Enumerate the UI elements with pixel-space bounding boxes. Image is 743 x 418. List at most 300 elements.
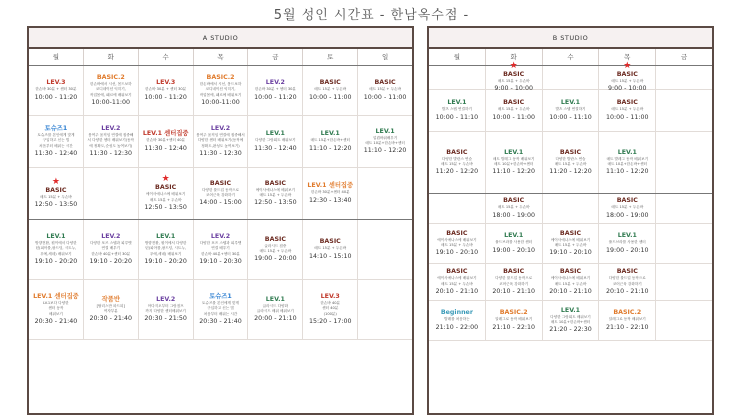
class-level-label: BASIC [319,238,341,246]
class-cell[interactable] [84,220,139,279]
class-cell[interactable] [599,90,656,131]
class-description: 코어근육 강화하기 [612,281,642,286]
class-cell[interactable] [543,301,600,340]
class-cell[interactable] [29,168,84,219]
class-cell[interactable] [599,224,656,263]
class-time: 21:10 - 22:10 [492,323,535,331]
class-cell[interactable] [139,116,194,167]
class-level-label: BASIC [616,70,638,78]
class-time: 12:30 - 13:40 [308,196,352,204]
class-description: 매트 15분 + 두손바 [554,162,587,166]
class-description: 센터 40분 [322,306,339,311]
class-cell[interactable] [486,90,543,131]
class-description: 방향전환, 원이에서 다양한 [144,241,187,246]
a-schedule-row [29,168,412,220]
class-level-label: BASIC [503,197,525,205]
a-day-6: 일 [381,53,389,61]
star-icon: ★ [623,60,632,71]
class-description: 에이사애나스에 배워보기 [437,237,477,242]
class-level-label: LEV.1 [560,99,581,107]
empty-cell [358,280,412,339]
class-time: 10:00 - 11:20 [144,93,187,101]
class-time: 10:00 - 11:20 [34,93,78,101]
class-time: 10:00 - 11:10 [549,113,592,121]
empty-cell [656,301,712,340]
class-level-label: LEV.3 [156,79,176,87]
class-level-label: BASIC [503,268,525,276]
class-description: 연결 배우기 [211,246,230,251]
b-day-header-row [429,49,712,66]
class-cell[interactable] [429,90,486,131]
class-cell[interactable] [248,168,303,219]
class-level-label: LEV.1 센터집중 [307,182,354,190]
class-level-label: BASIC.2 [206,74,235,82]
class-cell[interactable] [29,220,84,279]
class-level-label: BASIC [559,148,582,156]
class-time: 12:50 - 13:50 [254,199,297,207]
class-description: 다양한 포즈 스텝과 피루엣 [199,241,242,246]
class-time: 20:10 - 21:10 [549,287,592,295]
b-studio-header: B STUDIO [429,28,712,49]
b-schedule-row [429,224,712,264]
class-time: 20:10 - 21:10 [606,287,649,295]
class-level-label: LEV.1 센터집중 [142,130,189,138]
class-description: 한손바 30분 + 센터 30분 [145,87,187,92]
class-description: 알레그로 동작 배워보기 [608,317,646,322]
class-time: 20:10 - 21:10 [435,287,479,295]
class-cell[interactable] [139,280,194,339]
class-cell[interactable] [429,132,486,193]
class-cell[interactable] [599,194,656,223]
class-description: 글라시드 다양화 [262,303,289,308]
class-description: 매트 15분 + 두손바 [497,78,530,83]
class-time: 20:30 - 21:40 [199,317,242,325]
class-time: 9:00 - 10:00 [494,85,533,93]
class-cell[interactable] [84,116,139,167]
class-description: 턴(피아를,팡드딩, 시트누, [35,246,77,251]
a-schedule-row [29,220,412,280]
class-description: 매트 10분+한손바+센터 [550,320,591,324]
class-level-label: LEV.3 [320,293,340,301]
class-cell[interactable] [543,132,600,193]
class-description: [탈리스만 파드되] [96,303,125,308]
empty-cell [656,224,712,263]
class-level-label: BASIC [616,197,638,205]
class-cell[interactable] [599,132,656,193]
class-cell[interactable] [194,168,249,219]
class-description: 한손바 30분+센터 40분 [310,190,350,195]
class-time: 18:00 - 19:00 [492,211,535,219]
class-description: 구입하고 신는 법 [207,306,234,311]
star-icon: ★ [509,60,518,71]
class-level-label: BASIC [446,268,468,276]
class-time: 12:50 - 13:50 [144,203,187,211]
b-day-3: 목 [599,49,656,65]
class-cell[interactable] [248,116,303,167]
class-level-label: BASIC [319,79,341,87]
class-cell[interactable] [139,220,194,279]
class-cell[interactable] [303,220,358,279]
class-cell[interactable] [543,264,600,300]
class-level-label: 작품반 [101,295,120,303]
a-studio-panel [27,26,414,415]
class-cell[interactable] [486,301,543,340]
class-description: 한손바 30분 + 센터 30분 [35,87,77,92]
class-description: 토슈즈를 본인에게 맞게 [202,301,239,306]
class-level-label: 토슈즈1 [209,293,232,301]
class-cell[interactable] [248,280,303,339]
class-description: 매트 15분 + 두손바 [314,246,347,251]
class-level-label: LEV.1 [504,148,524,156]
class-level-label: BASIC [264,235,286,243]
class-level-label: BASIC.2 [499,309,528,317]
class-level-label: LEV.2 [156,295,176,303]
b-studio-panel [427,26,714,415]
empty-cell [429,66,486,89]
class-description: 매트 15분 + 두손바 [440,162,473,166]
class-level-label: LEV.1 [265,295,285,303]
empty-cell [358,168,412,219]
class-cell[interactable] [194,220,249,279]
class-description: 에이사애나스에 배워보기 [437,276,477,281]
class-cell[interactable] [429,224,486,263]
class-level-label: LEV.1 [560,306,581,314]
class-time: 20:10 - 21:10 [492,287,535,295]
class-time: 11:20 - 12:20 [435,168,479,176]
class-description: 매트 15분 + 두손바 [497,107,530,112]
class-cell[interactable] [194,116,249,167]
class-description: 풀드브라를 사용한 센터 [608,240,646,245]
class-time: 10:00 - 11:20 [254,93,297,101]
class-level-label: LEV.2 [101,233,121,241]
class-description: 한손바 30분+센터 40분 [146,138,186,143]
class-cell[interactable] [248,66,303,115]
class-description: 매트 15분 + 두손바 [611,107,644,112]
a-schedule-row [29,66,412,116]
class-description: 매트 15분 + 두손바 [611,78,644,83]
class-level-label: BASIC [45,186,67,194]
class-description: 한손바 40분+센터 30분 [201,251,240,256]
class-cell[interactable] [486,264,543,300]
class-cell[interactable] [429,301,486,340]
class-level-label: LEV.1 [617,148,637,156]
class-description: 다양한 룰드업 동작으로 [202,187,239,192]
class-description: 알레그로 동작 배워보기 [495,317,533,322]
class-description: 매트 10분+한손바+센터 [607,162,648,166]
class-time: 11:30 - 12:30 [199,149,242,157]
class-time: 19:00 - 20:10 [606,246,649,254]
class-level-label: LEV.1 [156,233,176,241]
class-time: 10:00 - 11:10 [435,113,479,121]
class-time: 20:00 - 21:10 [254,315,297,323]
a-schedule-grid [29,66,412,340]
a-day-2: 수 [139,49,194,65]
class-description: 다양한 발란스 연습 [555,156,586,161]
class-description: 한손바에서 시선, 몸드보하 [89,82,132,87]
class-time: 10:00 - 11:00 [606,113,649,121]
a-day-0: 월 [29,49,84,65]
class-level-label: LEV.1 [617,232,637,240]
class-description: 매트 15분 + 두손바 [554,281,587,286]
empty-cell [84,168,139,219]
class-description: 센터 동작 [48,306,64,311]
class-cell[interactable] [29,116,84,167]
class-cell[interactable] [599,264,656,300]
class-description: 매트 15분 + 두손바 [440,243,473,247]
class-level-label: BASIC [155,184,177,192]
class-description: 코디네이션 익히기, [95,87,126,92]
class-description: 방향전환, 원이에서 다양한 [35,241,77,246]
class-description: 매트 15분 + 두손바 [369,87,401,92]
class-description: 에 정확도,순성도 높여보기) [89,143,133,148]
a-schedule-row [29,116,412,168]
empty-cell [358,220,412,279]
empty-cell [656,264,712,300]
class-level-label: LEV.2 [210,125,231,133]
class-description: 여자부분 [103,309,118,313]
class-time: 19:10 - 20:20 [144,257,187,265]
class-level-label: LEV.1 [265,130,285,138]
class-time: 14:00 - 15:00 [199,199,242,207]
class-level-label: 토슈즈1 [44,125,68,133]
class-time: 10:00-11:00 [91,98,131,106]
class-time: 21:10 - 22:00 [435,323,479,331]
class-cell[interactable] [139,168,194,219]
class-description: 다양한 그랑회트 배워보기 [550,314,591,319]
class-time: 10:00 - 11:00 [492,113,535,121]
class-description: 코어근육 강화하기 [206,193,235,197]
class-description: 매트 15분 + 두손바 [259,193,292,197]
class-cell[interactable] [486,60,543,93]
class-time: 14:10 - 15:10 [308,252,352,260]
class-description: 배워보기 [48,311,63,316]
b-schedule-row [429,132,712,194]
class-description: 매트 15분 + 두손바 [149,197,182,202]
class-description: 풀드브라를 사용한 센터 [495,240,533,245]
class-level-label: LEV.3 [46,79,66,87]
class-description: 매트 15분 + 두손바 [40,194,72,199]
class-description: 한손바 40분 [320,301,341,306]
class-description: LV.1보다 다양한 [43,301,69,306]
class-cell[interactable] [303,66,358,115]
empty-cell [656,90,712,131]
class-description: 처음부터 배워는 시간 [203,311,238,316]
class-time: 19:10 - 20:30 [199,257,242,265]
class-description: 에이사애나스에 배워보기 [145,192,186,197]
class-time: 11:10 - 12:20 [308,144,352,152]
class-cell[interactable] [543,224,600,263]
class-cell[interactable] [29,66,84,115]
class-time: 11:10 - 12:20 [492,168,535,176]
class-time: 20:30 - 21:40 [34,317,78,325]
class-level-label: BASIC [446,229,468,237]
class-description: 한손바 40분+센터 30분 [91,251,131,256]
empty-cell [656,132,712,193]
class-description: 매트 15분 + 두손바 [314,87,347,92]
class-description: 에이사애나스에 배워보기 [255,187,296,192]
class-description: 아다지오부터 그랑점프 [147,303,184,308]
a-day-5: 토 [303,49,358,65]
b-day-4: 금 [680,53,688,61]
class-level-label: BASIC.2 [613,309,642,317]
class-level-label: LEV.1 [320,130,340,138]
class-description: 매트 발레그 동작 배워보기 [606,156,649,161]
class-cell[interactable] [358,116,412,167]
class-time: 10:00 - 11:00 [308,93,352,101]
class-description: 매트 10분+한손바+센터 [365,141,405,145]
a-day-header-row [29,49,412,66]
class-level-label: BASIC [503,70,525,78]
class-time: 11:30 - 12:30 [89,149,133,157]
class-cell[interactable] [29,280,84,339]
class-description: 다양한 포즈 스텝과 피루엣 [89,241,132,246]
empty-cell [656,66,712,89]
class-description: 다양한 룰드업 동작으로 [608,276,646,281]
empty-cell [543,194,600,223]
class-time: 10:00-11:00 [201,98,240,106]
class-description: 푸에,세네) 배워보기 [40,251,72,256]
a-schedule-row [29,280,412,340]
class-cell[interactable] [358,66,412,115]
page-title: 5월 성인 시간표 - 한남옥수점 - [273,8,470,23]
class-time: 19:00 - 20:00 [254,255,297,263]
class-time: 19:10 - 20:20 [89,257,133,265]
class-level-label: LEV.1 [504,232,524,240]
class-time: 11:10 - 12:20 [363,147,407,155]
class-description: 매트 15분 + 두손바 [259,249,292,253]
class-description: 매트 15분 + 두손바 [554,243,587,247]
class-time: 11:30 - 12:40 [254,144,297,152]
class-cell[interactable] [599,60,656,93]
class-level-label: BASIC [559,268,582,276]
class-cell[interactable] [486,132,543,193]
b-schedule-row [429,90,712,132]
b-day-1: 화 [486,49,543,65]
star-icon: ★ [51,176,60,187]
empty-cell [656,194,712,223]
class-time: 11:20 - 12:20 [549,168,592,176]
class-time: 20:30 - 21:40 [89,315,133,323]
class-description: 에이사애나스에 배워보기 [550,276,591,281]
class-description: 매트 발레그 동작 배워보기 [492,156,535,161]
class-level-label: BASIC [209,179,232,187]
class-description: 다양한 센터 배워보기(동작에 [197,138,244,143]
class-time: 19:10 - 20:10 [435,249,479,257]
class-description: 몸여주 움직임 연결에 집중해 [88,133,134,138]
a-day-1: 화 [84,49,139,65]
class-time: 18:00 - 19:00 [606,211,649,219]
class-time: 19:00 - 20:10 [492,246,535,254]
class-description: 매트 15분 + 두손바 [440,281,473,286]
class-cell[interactable] [543,90,600,131]
class-time: 10:00 - 11:00 [363,93,407,101]
class-time: 11:30 - 12:40 [144,144,187,152]
class-description: 매트 15분+한손바+센터 [310,138,350,143]
class-cell[interactable] [303,168,358,219]
class-description: 한손바 30분 + 센터 30분 [254,87,296,92]
class-description: 턴(피아를,팡드딩, 시트누, [145,246,186,251]
class-cell[interactable] [486,224,543,263]
class-description: 작업몸에, 패르에 배워보기 [89,92,132,97]
class-time: 11:10 - 12:20 [606,168,649,176]
class-time: 19:10 - 20:20 [34,257,78,265]
empty-cell [543,66,600,89]
class-level-label: BASIC [374,79,396,87]
class-time: 19:10 - 20:10 [549,249,592,257]
class-description: 코디네이션 익히기, [205,87,236,92]
class-cell[interactable] [599,301,656,340]
class-description: 글라시드 집중 [264,243,287,248]
class-level-label: LEV.1 [447,99,467,107]
class-time: 9:00 - 10:00 [608,85,647,93]
class-description: 매트 15분 + 두손바 [611,205,644,210]
class-level-label: LEV.2 [210,233,231,241]
class-description: 코어근육 강화하기 [499,281,529,286]
class-description: 에이사애나스에 배워보기 [550,237,591,242]
class-cell[interactable] [139,66,194,115]
b-schedule-grid [429,60,712,341]
class-description: 구입하고 신는 법 [42,138,70,143]
class-level-label: LEV.2 [101,125,121,133]
star-icon: ★ [161,174,170,185]
class-description: 까지 다양한 센터배워보기 [145,309,186,313]
class-time: 12:50 - 13:50 [34,201,78,209]
class-time: 21:20 - 22:30 [549,326,592,334]
class-cell[interactable] [194,280,249,339]
class-cell[interactable] [248,220,303,279]
class-time: 15:20 - 17:00 [308,317,352,325]
class-level-label: BASIC [616,99,638,107]
class-description: 정확도,완성도 높여보기) [201,143,240,148]
class-level-label: BASIC [264,179,286,187]
class-description: 서 다양한 센터 배워보기(동작 [87,138,135,143]
a-studio-header: A STUDIO [29,28,412,49]
class-cell[interactable] [84,66,139,115]
class-cell[interactable] [84,280,139,339]
class-level-label: LEV.2 [265,79,285,87]
class-description: 한손바에서 시선, 몸드보하 [199,82,242,87]
class-cell[interactable] [486,194,543,223]
class-level-label: LEV.1 [375,127,395,135]
class-level-label: BASIC [446,148,468,156]
class-description: 다양한 그랑회트 배워보기 [255,138,296,143]
class-cell[interactable] [303,280,358,339]
class-cell[interactable] [429,264,486,300]
b-day-2: 수 [543,49,600,65]
class-description: 작업몸에, 패르에 배워보기 [199,92,242,97]
class-time: 21:10 - 22:10 [606,323,649,331]
b-schedule-row [429,301,712,341]
class-level-label: BASIC [559,229,582,237]
class-description: 업겹바워배우기 [372,135,398,140]
b-schedule-row [429,264,712,301]
class-description: 처음부터 배워는 시간 [39,143,73,148]
class-level-label: LEV.1 [46,233,66,241]
empty-cell [429,194,486,223]
class-description: 발레를 처음하는 [444,317,470,322]
class-description: 매트 15분 + 두손바 [497,205,530,210]
class-description: 토슈즈를 본인에게 맞게 [37,133,75,138]
class-description: 매트 10분+한손바+센터 [493,162,534,166]
b-schedule-row [429,60,712,93]
b-day-0: 월 [429,49,486,65]
class-description: 발츠 스텝 연결하기 [441,107,472,112]
class-description: 연결 배우기 [101,246,121,251]
class-level-label: LEV.1 센터집중 [33,293,79,301]
b-schedule-row [429,194,712,224]
class-cell[interactable] [303,116,358,167]
class-cell[interactable] [194,66,249,115]
